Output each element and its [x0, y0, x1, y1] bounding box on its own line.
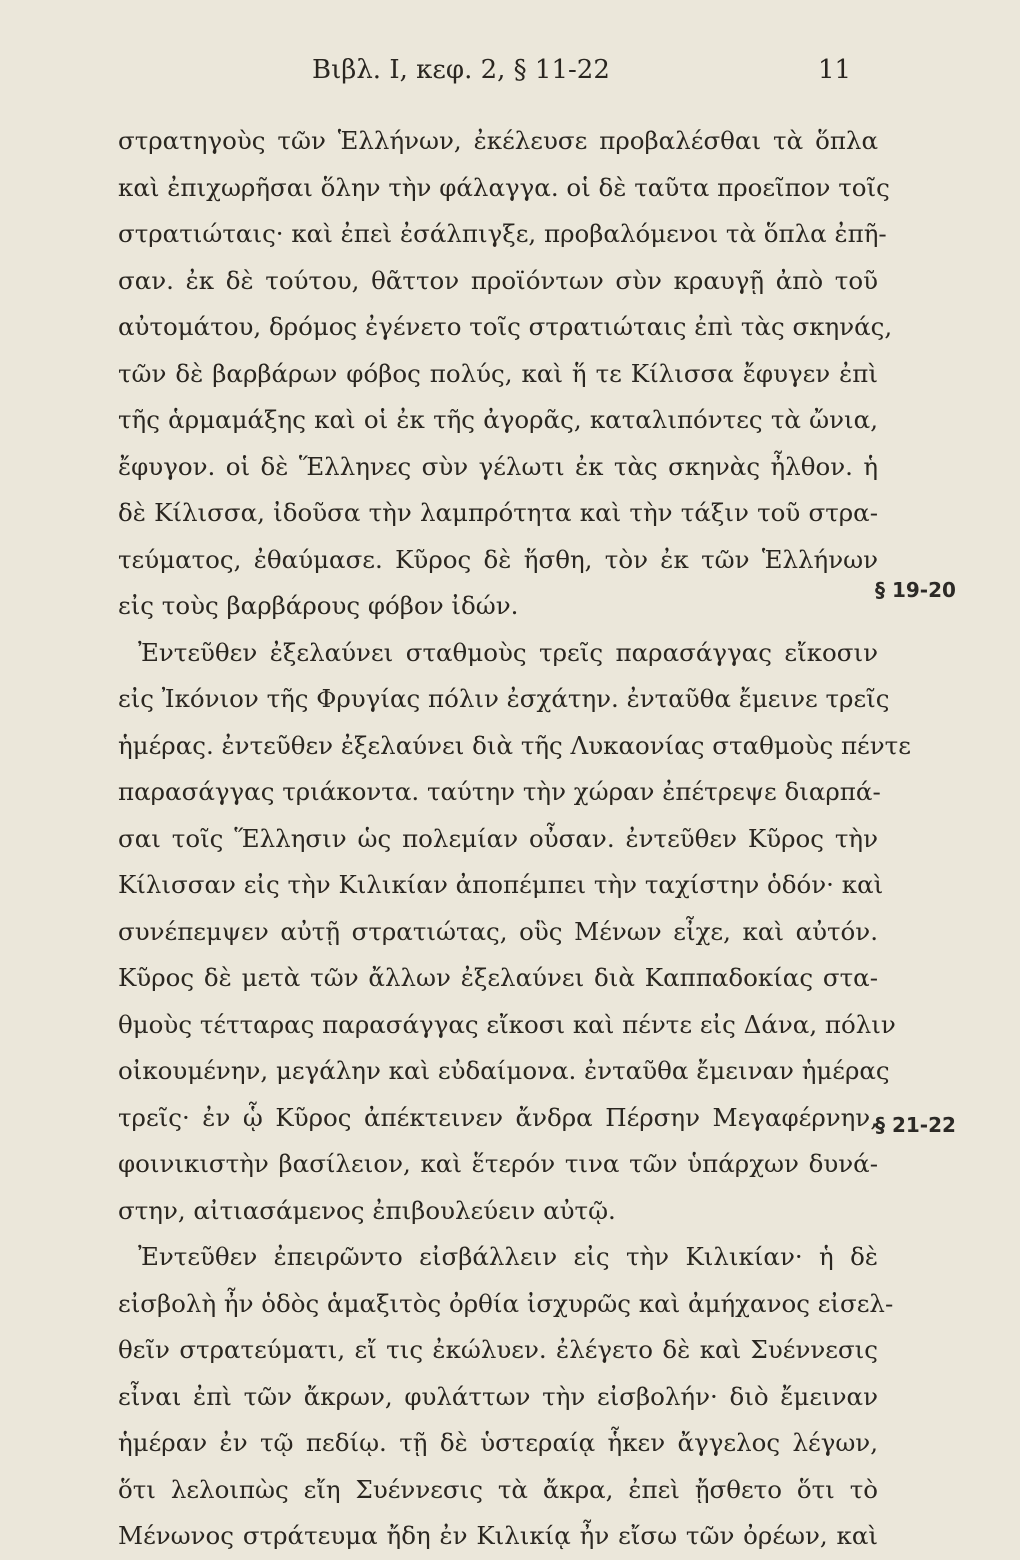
text-line: Ἐντεῦθεν ἐπειρῶντο εἰσβάλλειν εἰς τὴν Κιλικίαν· ἡ δὲ — [138, 1242, 878, 1271]
text-line: Ἐντεῦθεν ἐξελαύνει σταθμοὺς τρεῖς παρασάγγας εἴκοσιν — [138, 637, 878, 667]
text-line: εἰσβολὴ ἦν ὁδὸς ἁμαξιτὸς ὀρθία ἰσχυρῶς καὶ ἀμήχανος εἰσελ- — [118, 1288, 894, 1318]
text-line: ὅτι λελοιπὼς εἴη Συέννεσις τὰ ἄκρα, ἐπεὶ ᾔσθετο ὅτι τὸ — [118, 1474, 878, 1504]
text-line: αὐτομάτου, δρόμος ἐγένετο τοῖς στρατιώταις ἐπὶ τὰς σκηνάς, — [118, 312, 893, 341]
text-line: φοινικιστὴν βασίλειον, καὶ ἕτερόν τινα τῶν ὑπάρχων δυνά- — [118, 1149, 878, 1178]
body-text — [118, 118, 911, 1560]
text-line: δὲ Κίλισσα, ἰδοῦσα τὴν λαμπρότητα καὶ τὴν τάξιν τοῦ στρα- — [118, 498, 878, 527]
page-header — [0, 55, 1020, 95]
text-line: ἡμέραν ἐν τῷ πεδίῳ. τῇ δὲ ὑστεραίᾳ ἧκεν ἄγγελος λέγων, — [118, 1428, 878, 1457]
text-line: ἔφυγον. οἱ δὲ Ἕλληνες σὺν γέλωτι ἐκ τὰς σκηνὰς ἦλθον. ἡ — [118, 451, 878, 481]
text-line: στην, αἰτιασάμενος ἐπιβουλεύειν αὐτῷ. — [118, 1195, 616, 1225]
text-line: σαι τοῖς Ἕλλησιν ὡς πολεμίαν οὖσαν. ἐντεῦθεν Κῦρος τὴν — [118, 823, 878, 853]
text-line: στρατηγοὺς τῶν Ἑλλήνων, ἐκέλευσε προβαλέσθαι τὰ ὅπλα — [118, 126, 878, 155]
text-line: θεῖν στρατεύματι, εἴ τις ἐκώλυεν. ἐλέγετο δὲ καὶ Συέννεσις — [118, 1335, 878, 1364]
text-line: ἡμέρας. ἐντεῦθεν ἐξελαύνει διὰ τῆς Λυκαονίας σταθμοὺς πέντε — [118, 730, 911, 760]
text-line: συνέπεμψεν αὐτῇ στρατιώτας, οὓς Μένων εἶχε, καὶ αὐτόν. — [118, 916, 878, 946]
page-number: 11 — [818, 55, 852, 85]
text-line: τρεῖς· ἐν ᾧ Κῦρος ἀπέκτεινεν ἄνδρα Πέρσην Μεγαφέρνην, — [118, 1102, 878, 1132]
text-line: εἰς Ἰκόνιον τῆς Φρυγίας πόλιν ἐσχάτην. ἐνταῦθα ἔμεινε τρεῖς — [118, 684, 890, 713]
text-line: παρασάγγας τριάκοντα. ταύτην τὴν χώραν ἐπέτρεψε διαρπά- — [118, 777, 881, 806]
text-line: οἰκουμένην, μεγάλην καὶ εὐδαίμονα. ἐνταῦθα ἔμειναν ἡμέρας — [118, 1056, 890, 1085]
text-line: θμοὺς τέτταρας παρασάγγας εἴκοσι καὶ πέντε εἰς Δάνα, πόλιν — [118, 1009, 896, 1039]
text-line: σαν. ἐκ δὲ τούτου, θᾶττον προϊόντων σὺν κραυγῇ ἀπὸ τοῦ — [118, 265, 878, 295]
text-line: στρατιώταις· καὶ ἐπεὶ ἐσάλπιγξε, προβαλόμενοι τὰ ὅπλα ἐπῆ- — [118, 219, 887, 248]
text-line: εἰς τοὺς βαρβάρους φόβον ἰδών. — [118, 591, 519, 620]
margin-section-ref: § 21-22 — [875, 1113, 956, 1137]
text-line: Κῦρος δὲ μετὰ τῶν ἄλλων ἐξελαύνει διὰ Καππαδοκίας στα- — [118, 963, 878, 992]
running-head: Βιβλ. Ι, κεφ. 2, § 11-22 — [312, 55, 610, 85]
text-line: Μένωνος στράτευμα ἤδη ἐν Κιλικίᾳ ἦν εἴσω τῶν ὀρέων, καὶ — [118, 1521, 878, 1550]
text-line: τῶν δὲ βαρβάρων φόβος πολύς, καὶ ἥ τε Κίλισσα ἔφυγεν ἐπὶ — [118, 358, 878, 388]
margin-section-ref: § 19-20 — [875, 578, 956, 602]
text-line: καὶ ἐπιχωρῆσαι ὅλην τὴν φάλαγγα. οἱ δὲ ταῦτα προεῖπον τοῖς — [118, 172, 890, 202]
text-line: Κίλισσαν εἰς τὴν Κιλικίαν ἀποπέμπει τὴν ταχίστην ὁδόν· καὶ — [118, 870, 884, 899]
text-line: τῆς ἁρμαμάξης καὶ οἱ ἐκ τῆς ἀγορᾶς, καταλιπόντες τὰ ὤνια, — [118, 405, 878, 434]
text-line: εἶναι ἐπὶ τῶν ἄκρων, φυλάττων τὴν εἰσβολήν· διὸ ἔμειναν — [118, 1381, 878, 1411]
text-line: τεύματος, ἐθαύμασε. Κῦρος δὲ ἥσθη, τὸν ἐκ τῶν Ἑλλήνων — [118, 544, 878, 574]
